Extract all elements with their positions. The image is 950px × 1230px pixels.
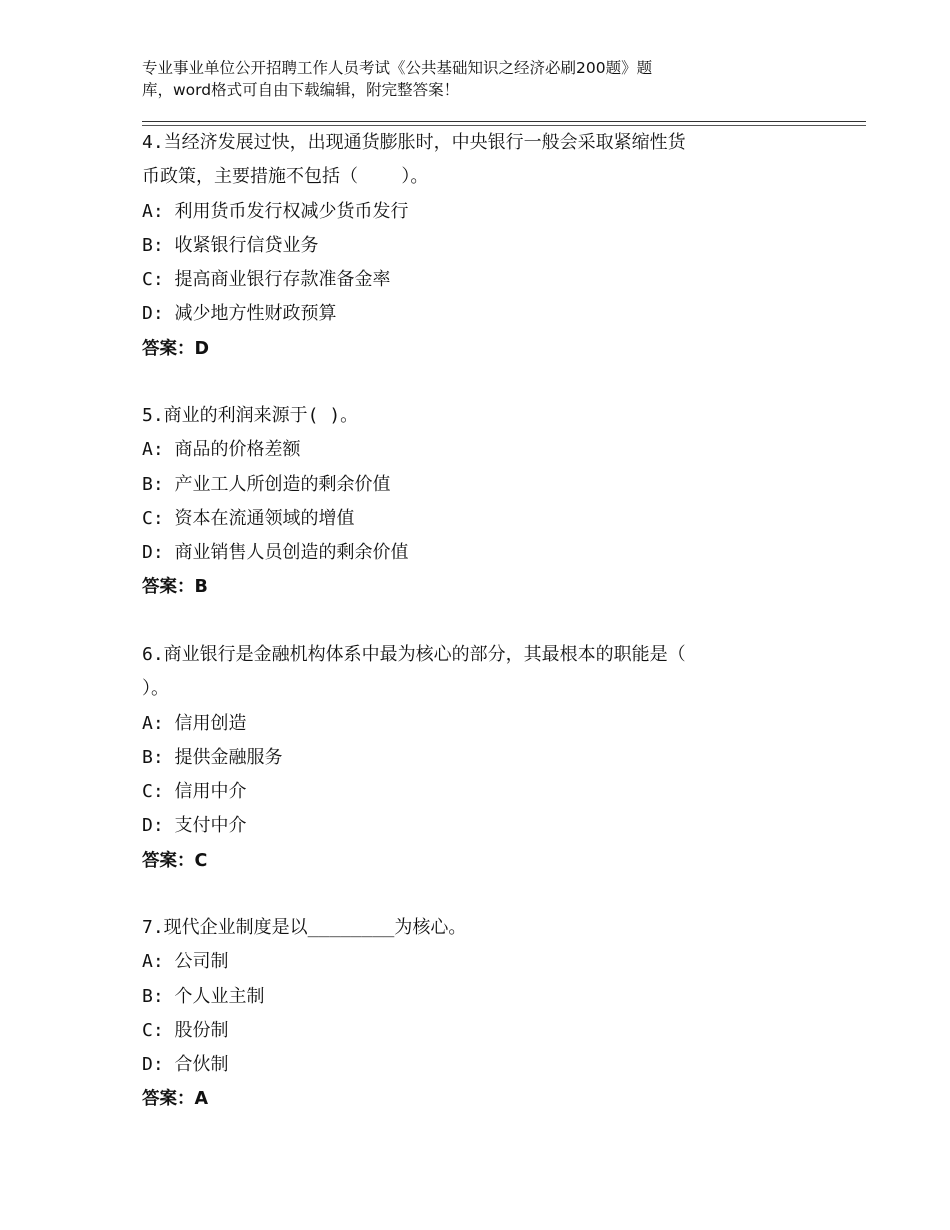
option-c: C: 提高商业银行存款准备金率 xyxy=(142,269,391,291)
answer-line: 答案：B xyxy=(142,577,208,598)
question-stem-line: ）。 xyxy=(142,678,169,700)
question-stem-line: 5.商业的利润来源于( )。 xyxy=(142,405,359,426)
question-stem-line: 6.商业银行是金融机构体系中最为核心的部分，其最根本的职能是（ xyxy=(142,644,686,665)
question-stem-line: 币政策，主要措施不包括（ ）。 xyxy=(142,166,429,188)
header-divider xyxy=(142,121,866,122)
answer-line: 答案：A xyxy=(142,1089,209,1110)
answer-line: 答案：D xyxy=(142,338,210,359)
header-line-2: 库，word格式可自由下载编辑，附完整答案！ xyxy=(142,81,460,99)
question-stem-line: 7.现代企业制度是以________为核心。 xyxy=(142,917,467,938)
answer-line: 答案：C xyxy=(142,850,208,871)
option-d: D: 商业销售人员创造的剩余价值 xyxy=(142,542,409,564)
option-a: A: 商品的价格差额 xyxy=(142,439,301,461)
option-b: B: 个人业主制 xyxy=(142,985,265,1007)
question-block xyxy=(142,638,862,878)
question-block xyxy=(142,126,862,366)
question-block xyxy=(142,911,862,1117)
option-d: D: 合伙制 xyxy=(142,1054,229,1076)
option-a: A: 公司制 xyxy=(142,951,229,973)
option-a: A: 利用货币发行权减少货币发行 xyxy=(142,200,409,222)
option-b: B: 产业工人所创造的剩余价值 xyxy=(142,473,391,495)
option-c: C: 股份制 xyxy=(142,1019,229,1041)
header-line-1: 专业事业单位公开招聘工作人员考试《公共基础知识之经济必刷200题》题 xyxy=(142,59,653,77)
question-stem-line: 4.当经济发展过快，出现通货膨胀时，中央银行一般会采取紧缩性货 xyxy=(142,132,686,153)
option-c: C: 信用中介 xyxy=(142,781,247,803)
question-block xyxy=(142,399,862,605)
option-b: B: 收紧银行信贷业务 xyxy=(142,234,319,256)
option-d: D: 减少地方性财政预算 xyxy=(142,303,337,325)
option-b: B: 提供金融服务 xyxy=(142,746,283,768)
option-a: A: 信用创造 xyxy=(142,712,247,734)
option-c: C: 资本在流通领域的增值 xyxy=(142,507,355,529)
document-header xyxy=(142,57,862,101)
option-d: D: 支付中介 xyxy=(142,815,247,837)
